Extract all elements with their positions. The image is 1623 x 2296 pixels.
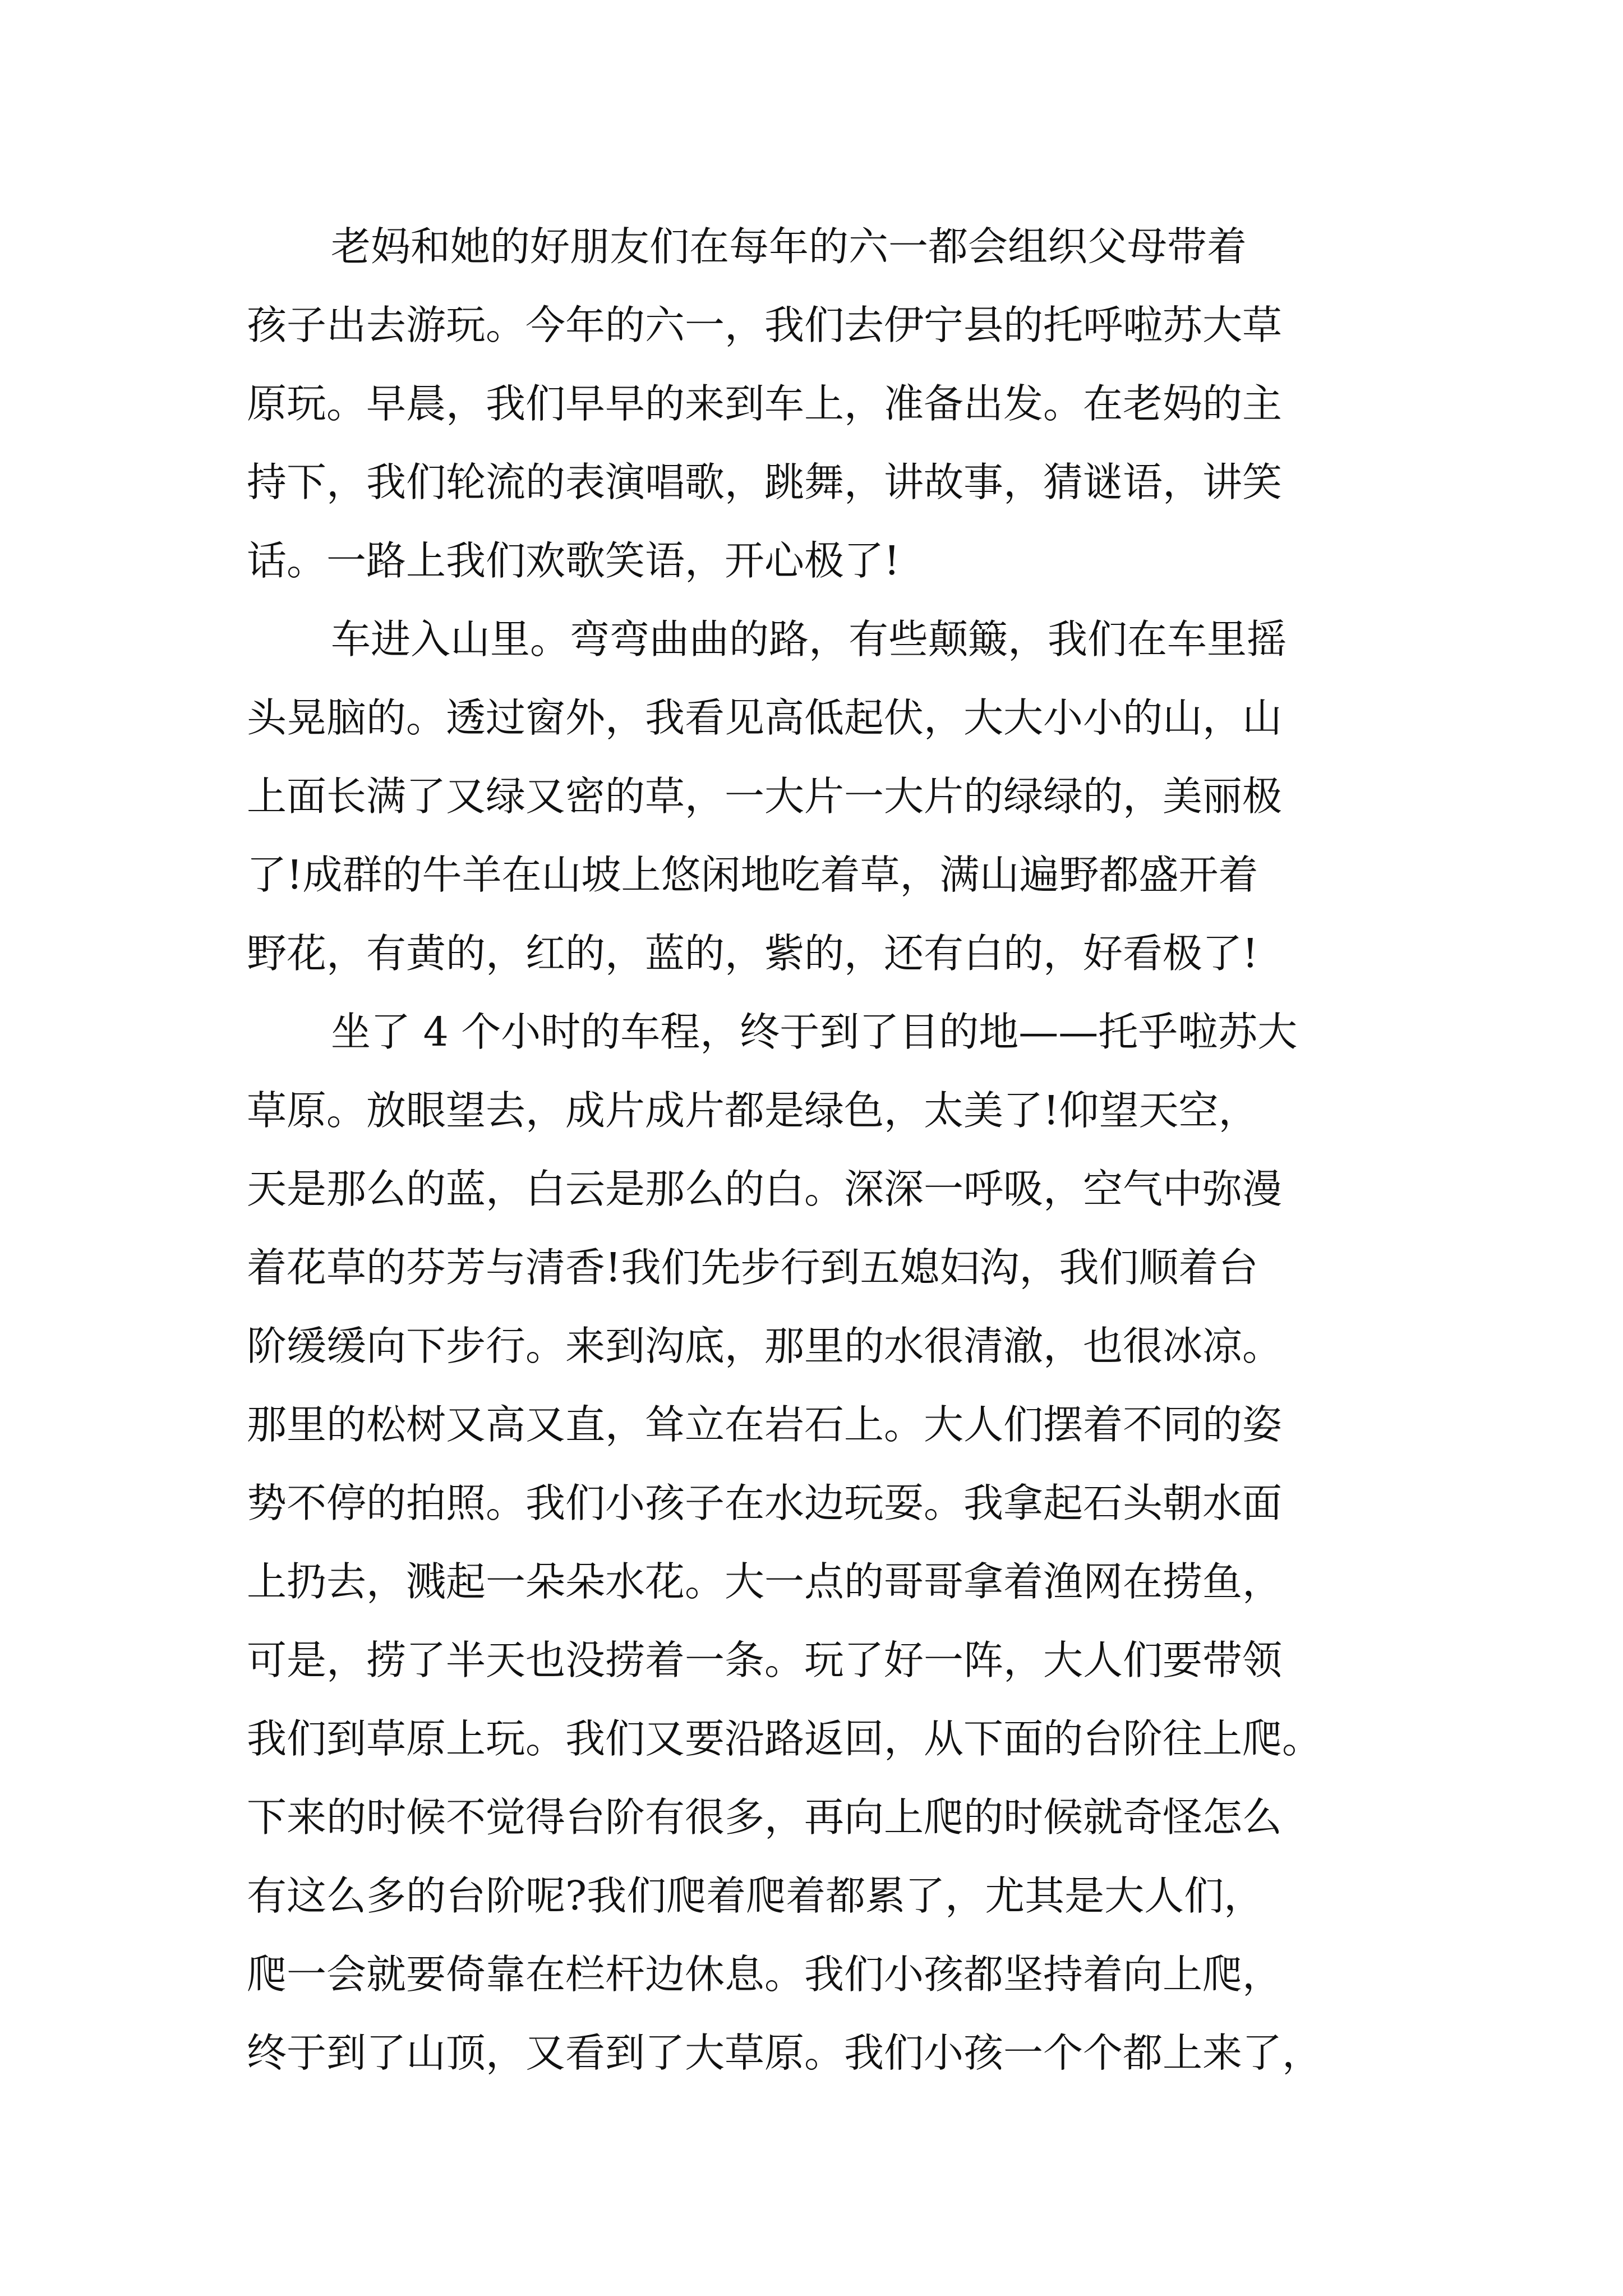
text-line: 有这么多的台阶呢?我们爬着爬着都累了，尤其是大人们， [247,1872,1264,1919]
text-line: 了!成群的牛羊在山坡上悠闲地吃着草，满山遍野都盛开着 [247,852,1258,898]
text-line: 车进入山里。弯弯曲曲的路，有些颠簸，我们在车里摇 [331,616,1287,662]
text-line: 天是那么的蓝，白云是那么的白。深深一呼吸，空气中弥漫 [247,1166,1283,1212]
article-body [247,208,1402,2092]
text-line: 老妈和她的好朋友们在每年的六一都会组织父母带着 [331,223,1247,270]
text-line: 我们到草原上玩。我们又要沿路返回，从下面的台阶往上爬。 [247,1715,1322,1762]
text-line: 坐了 4 个小时的车程，终于到了目的地——托乎啦苏大 [331,1009,1298,1055]
text-line: 势不停的拍照。我们小孩子在水边玩耍。我拿起石头朝水面 [247,1480,1283,1526]
text-line: 可是，捞了半天也没捞着一条。玩了好一阵，大人们要带领 [247,1637,1283,1683]
text-line: 草原。放眼望去，成片成片都是绿色，太美了!仰望天空， [247,1087,1258,1134]
text-line: 野花，有黄的，红的，蓝的，紫的，还有白的，好看极了! [247,930,1258,977]
text-line: 那里的松树又高又直，耸立在岩石上。大人们摆着不同的姿 [247,1401,1283,1448]
text-line: 持下，我们轮流的表演唱歌，跳舞，讲故事，猜谜语，讲笑 [247,459,1283,505]
text-line: 原玩。早晨，我们早早的来到车上，准备出发。在老妈的主 [247,380,1283,427]
text-line: 阶缓缓向下步行。来到沟底，那里的水很清澈，也很冰凉。 [247,1323,1283,1369]
text-line: 着花草的芬芳与清香!我们先步行到五媳妇沟，我们顺着台 [247,1244,1258,1291]
text-line: 头晃脑的。透过窗外，我看见高低起伏，大大小小的山，山 [247,694,1283,741]
text-line: 上扔去，溅起一朵朵水花。大一点的哥哥拿着渔网在捞鱼， [247,1558,1283,1605]
text-line: 爬一会就要倚靠在栏杆边休息。我们小孩都坚持着向上爬， [247,1951,1283,1998]
text-line: 终于到了山顶，又看到了大草原。我们小孩一个个都上来了， [247,2030,1322,2076]
text-line: 下来的时候不觉得台阶有很多，再向上爬的时候就奇怪怎么 [247,1794,1283,1841]
text-line: 上面长满了又绿又密的草，一大片一大片的绿绿的，美丽极 [247,773,1283,820]
text-line: 孩子出去游玩。今年的六一，我们去伊宁县的托呼啦苏大草 [247,302,1283,348]
text-line: 话。一路上我们欢歌笑语，开心极了! [247,537,900,584]
